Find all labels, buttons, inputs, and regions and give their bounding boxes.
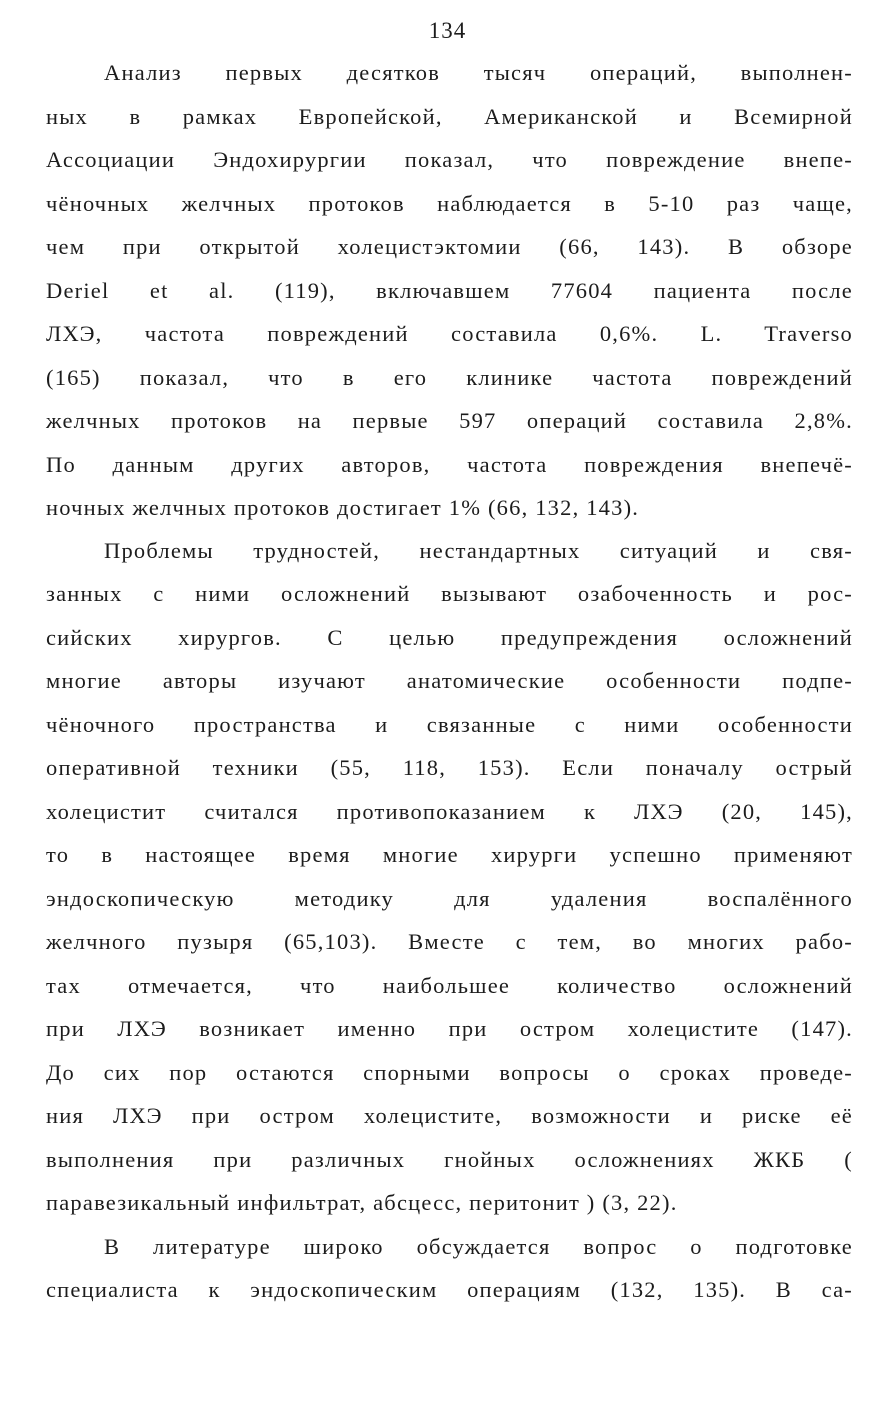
paragraph-2-line-5: чёночного пространства и связанные с ними особенности <box>46 712 853 737</box>
paragraph-1-line-3: Ассоциации Эндохирургии показал, что повреждение внепе- <box>46 147 853 172</box>
paragraph-1-line-7: ЛХЭ, частота повреждений составила 0,6%. L. Traverso <box>46 321 853 346</box>
paragraph-2-line-1: Проблемы трудностей, нестандартных ситуаций и свя- <box>104 538 853 563</box>
paragraph-2-line-3: сийских хирургов. С целью предупреждения осложнений <box>46 625 853 650</box>
paragraph-2-line-16: паравезикальный инфильтрат, абсцесс, перитонит ) (3, 22). <box>46 1190 678 1215</box>
paragraph-2-line-13: До сих пор остаются спорными вопросы о сроках проведе- <box>46 1060 853 1085</box>
paragraph-1-line-8: (165) показал, что в его клинике частота повреждений <box>46 365 853 390</box>
paragraph-1-line-10: По данным других авторов, частота повреждения внепечё- <box>46 452 853 477</box>
paragraph-2-line-15: выполнения при различных гнойных осложнениях ЖКБ ( <box>46 1147 853 1172</box>
paragraph-3-line-2: специалиста к эндоскопическим операциям (132, 135). В са- <box>46 1277 853 1302</box>
paragraph-2-line-7: холецистит считался противопоказанием к ЛХЭ (20, 145), <box>46 799 853 824</box>
paragraph-2-line-10: желчного пузыря (65,103). Вместе с тем, во многих рабо- <box>46 929 853 954</box>
paragraph-3-line-1: В литературе широко обсуждается вопрос о подготовке <box>104 1234 853 1259</box>
paragraph-2-line-11: тах отмечается, что наибольшее количество осложнений <box>46 973 853 998</box>
paragraph-1-line-4: чёночных желчных протоков наблюдается в 5-10 раз чаще, <box>46 191 853 216</box>
page-number: 134 <box>428 18 467 43</box>
paragraph-2-line-14: ния ЛХЭ при остром холецистите, возможности и риске её <box>46 1103 853 1128</box>
paragraph-1-line-1: Анализ первых десятков тысяч операций, выполнен- <box>104 60 853 85</box>
paragraph-2-line-4: многие авторы изучают анатомические особенности подпе- <box>46 668 853 693</box>
paragraph-1-line-9: желчных протоков на первые 597 операций составила 2,8%. <box>46 408 853 433</box>
paragraph-2-line-9: эндоскопическую методику для удаления воспалённого <box>46 886 853 911</box>
paragraph-2-line-6: оперативной техники (55, 118, 153). Если поначалу острый <box>46 755 853 780</box>
paragraph-2-line-2: занных с ними осложнений вызывают озабоченность и рос- <box>46 581 853 606</box>
paragraph-1-line-2: ных в рамках Европейской, Американской и Всемирной <box>46 104 853 129</box>
paragraph-2-line-12: при ЛХЭ возникает именно при остром холецистите (147). <box>46 1016 853 1041</box>
paragraph-2-line-8: то в настоящее время многие хирурги успешно применяют <box>46 842 853 867</box>
paragraph-1-line-6: Deriel et al. (119), включавшем 77604 пациента после <box>46 278 853 303</box>
paragraph-1-line-11: ночных желчных протоков достигает 1% (66, 132, 143). <box>46 495 640 520</box>
paragraph-1-line-5: чем при открытой холецистэктомии (66, 143). В обзоре <box>46 234 853 259</box>
